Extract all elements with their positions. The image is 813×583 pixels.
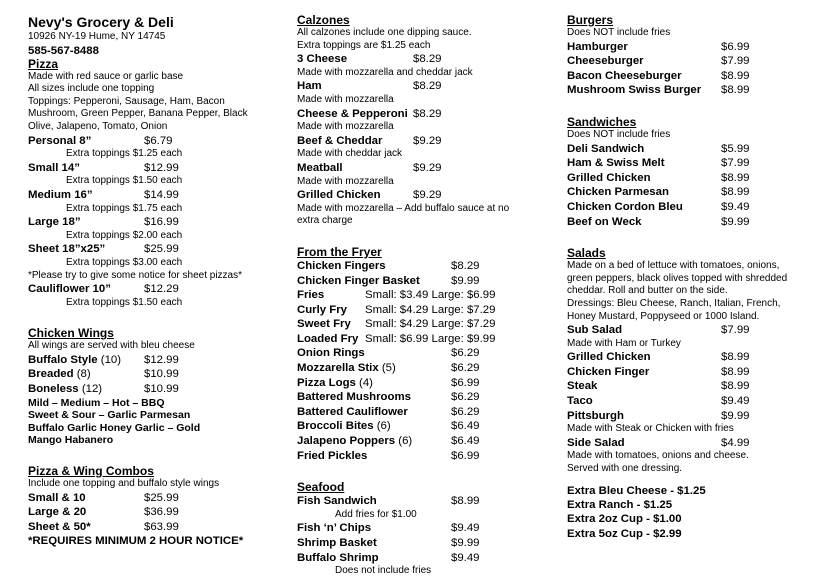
menu-item — [28, 188, 278, 215]
item-note: Extra toppings $2.00 each — [66, 229, 183, 241]
item-note: Extra toppings $1.50 each — [66, 175, 183, 187]
combo-requirement: *REQUIRES MINIMUM 2 HOUR NOTICE* — [28, 535, 244, 548]
store-phone: 585-567-8488 — [28, 44, 99, 57]
item-name: Chicken Parmesan — [567, 186, 669, 199]
item-name: Sheet & 50* — [28, 520, 91, 533]
item-name: Fried Pickles — [297, 449, 368, 462]
item-name: Fries — [297, 289, 325, 302]
item-name: Cheeseburger — [567, 55, 644, 68]
item-price: $8.99 — [721, 171, 750, 184]
item-price: $9.99 — [721, 409, 750, 422]
item-price: $9.99 — [451, 537, 480, 549]
wing-sauces: Buffalo Garlic Honey Garlic – Gold — [28, 421, 201, 434]
calzones-note: Extra toppings are $1.25 each — [297, 39, 431, 51]
item-price: $16.99 — [144, 216, 179, 229]
item-detail: Small: $6.99 Large: $9.99 — [365, 332, 496, 345]
item-price: $6.49 — [451, 420, 480, 433]
item-price: $12.29 — [144, 283, 179, 296]
item-price: $9.49 — [451, 522, 480, 535]
menu-item — [28, 161, 278, 188]
item-note: Made with Ham or Turkey — [567, 337, 681, 349]
item-name: Grilled Chicken — [567, 351, 651, 364]
item-name: Pizza Logs — [297, 376, 356, 389]
pizza-note: Made with red sauce or garlic base — [28, 70, 184, 82]
item-note: Extra toppings $3.00 each — [66, 256, 183, 268]
combos-heading: Pizza & Wing Combos — [28, 464, 154, 479]
item-price: $6.49 — [451, 435, 480, 448]
item-name: Buffalo Style — [28, 353, 98, 366]
item-name: Personal 8” — [28, 134, 92, 147]
pizza-heading: Pizza — [28, 56, 59, 71]
burgers-note: Does NOT include fries — [567, 27, 671, 38]
item-price: $25.99 — [144, 491, 179, 504]
item-qty: (10) — [100, 353, 122, 366]
menu-item — [28, 242, 278, 269]
item-name: Cauliflower 10” — [28, 283, 111, 296]
item-name: Jalapeno Poppers — [297, 435, 396, 448]
salads-dressings: Dressings: Bleu Cheese, Ranch, Italian, French, Honey Mustard, Poppyseed or 1000 Island. — [567, 297, 781, 322]
item-name: Bacon Cheeseburger — [567, 69, 682, 82]
item-note: Extra toppings $1.75 each — [66, 202, 183, 214]
pizza-note: All sizes include one topping — [28, 83, 155, 95]
item-price: $8.99 — [721, 351, 750, 364]
item-name: Grilled Chicken — [297, 189, 381, 202]
item-price: $6.29 — [451, 391, 480, 404]
seafood-heading: Seafood — [297, 480, 345, 495]
calzones-heading: Calzones — [297, 13, 350, 27]
item-note: Made with mozzarella – Add buffalo sauce at no extra charge — [297, 202, 510, 227]
wings-heading: Chicken Wings — [28, 326, 114, 341]
item-price: $25.99 — [144, 243, 179, 256]
item-name: Meatball — [297, 161, 343, 174]
item-name: Beef on Weck — [567, 215, 642, 228]
item-price: $6.99 — [721, 40, 750, 53]
item-name: Large 18” — [28, 216, 81, 229]
item-name: 3 Cheese — [297, 53, 348, 66]
item-note: Extra toppings $1.50 each — [66, 296, 183, 308]
extra-item: Extra Ranch - $1.25 — [567, 499, 673, 512]
item-name: Chicken Fingers — [297, 259, 386, 272]
item-name: Sub Salad — [567, 324, 623, 337]
item-price: $6.99 — [451, 376, 480, 389]
item-price: $7.99 — [721, 324, 750, 337]
item-price: $14.99 — [144, 188, 179, 201]
item-price: $6.99 — [451, 449, 480, 462]
wing-sauces: Mild – Medium – Hot – BBQ — [28, 396, 165, 409]
item-name: Broccoli Bites — [297, 420, 374, 433]
item-price: $9.99 — [721, 215, 750, 228]
item-qty: (12) — [81, 383, 103, 396]
item-price: $8.99 — [721, 380, 750, 393]
item-price: $9.99 — [451, 274, 480, 287]
menu-item — [28, 282, 278, 309]
wings-note: All wings are served with bleu cheese — [28, 340, 195, 352]
burgers-heading: Burgers — [567, 13, 614, 27]
sandwiches-note: Does NOT include fries — [567, 128, 671, 140]
item-name: Mozzarella Stix — [297, 362, 379, 375]
column-left — [28, 14, 278, 549]
item-price: $10.99 — [144, 368, 179, 381]
item-name: Battered Cauliflower — [297, 405, 408, 418]
item-detail: Small: $3.49 Large: $6.99 — [365, 289, 496, 302]
item-name: Grilled Chicken — [567, 171, 651, 184]
item-price: $9.49 — [451, 551, 480, 564]
item-name: Steak — [567, 380, 598, 393]
extra-item: Extra 2oz Cup - $1.00 — [567, 513, 682, 526]
item-price: $6.29 — [451, 405, 480, 418]
item-name: Ham — [297, 80, 322, 93]
extra-item: Extra 5oz Cup - $2.99 — [567, 527, 682, 540]
item-name: Chicken Cordon Bleu — [567, 200, 683, 213]
item-qty: (4) — [359, 376, 373, 389]
item-detail: Small: $4.29 Large: $7.29 — [365, 318, 496, 331]
item-name: Chicken Finger Basket — [297, 274, 420, 287]
extra-item: Extra Bleu Cheese - $1.25 — [567, 484, 706, 497]
calzones-note: All calzones include one dipping sauce. — [297, 27, 472, 38]
item-price: $8.99 — [721, 186, 750, 199]
item-name: Mushroom Swiss Burger — [567, 84, 702, 97]
item-name: Chicken Finger — [567, 365, 650, 378]
combos-note: Include one topping and buffalo style wings — [28, 478, 220, 490]
salads-desc: Made on a bed of lettuce with tomatoes, onions, green peppers, black olives topped with shredded cheddar. Roll and butter on the side. — [567, 260, 788, 297]
item-name: Fish ‘n’ Chips — [297, 522, 372, 535]
item-price: $9.29 — [413, 161, 442, 174]
item-price: $6.79 — [144, 134, 173, 147]
menu-item — [28, 215, 278, 242]
item-price: $9.49 — [721, 395, 750, 408]
item-name: Small 14” — [28, 161, 80, 174]
item-note: Made with Steak or Chicken with fries — [567, 423, 734, 435]
item-note: Made with mozzarella and cheddar jack — [297, 66, 473, 78]
item-note: Made with cheddar jack — [297, 148, 403, 160]
item-name: Loaded Fry — [297, 332, 359, 345]
item-note: Served with one dressing. — [567, 463, 683, 475]
item-price: $10.99 — [144, 383, 179, 396]
item-name: Sheet 18”x25” — [28, 243, 106, 256]
pizza-toppings: Toppings: Pepperoni, Sausage, Ham, Bacon Mushroom, Green Pepper, Banana Pepper, Black Olive, Jalapeno, Tomato, Onion — [28, 95, 248, 132]
item-price: $36.99 — [144, 506, 179, 519]
item-price: $8.29 — [451, 259, 480, 272]
pizza-list — [28, 134, 278, 310]
column-middle — [297, 14, 547, 578]
item-name: Medium 16” — [28, 188, 93, 201]
item-name: Buffalo Shrimp — [297, 551, 379, 564]
item-price: $8.29 — [413, 80, 442, 93]
item-price: $9.29 — [413, 134, 442, 147]
item-price: $8.29 — [413, 107, 442, 120]
item-price: $4.99 — [721, 436, 750, 449]
item-name: Taco — [567, 395, 593, 408]
item-name: Shrimp Basket — [297, 537, 377, 549]
item-detail: Small: $4.29 Large: $7.29 — [365, 303, 496, 316]
item-name: Boneless — [28, 383, 79, 396]
item-name: Large & 20 — [28, 506, 87, 519]
menu-item — [28, 134, 278, 161]
seafood-note: Does not include fries — [335, 565, 432, 577]
item-price: $12.99 — [144, 353, 179, 366]
sheet-pizza-note: *Please try to give some notice for sheet pizzas* — [28, 269, 242, 281]
item-price: $9.29 — [413, 189, 442, 202]
item-note: Made with mozzarella — [297, 175, 394, 187]
item-qty: (6) — [398, 435, 413, 448]
wing-sauces: Sweet & Sour – Garlic Parmesan — [28, 409, 191, 422]
item-note: Add fries for $1.00 — [335, 508, 417, 520]
column-right — [567, 14, 802, 541]
item-qty: (6) — [376, 420, 391, 433]
item-price: $7.99 — [721, 55, 750, 68]
item-name: Small & 10 — [28, 491, 86, 504]
sandwiches-heading: Sandwiches — [567, 114, 637, 129]
salads-heading: Salads — [567, 246, 606, 261]
item-price: $8.29 — [413, 53, 442, 66]
item-qty: (5) — [381, 362, 396, 375]
item-name: Fish Sandwich — [297, 495, 377, 508]
wing-sauces: Mango Habanero — [28, 434, 114, 447]
item-name: Breaded — [28, 368, 74, 381]
item-price: $6.29 — [451, 347, 480, 360]
item-price: $6.29 — [451, 362, 480, 375]
item-name: Side Salad — [567, 436, 625, 449]
item-note: Made with mozzarella — [297, 121, 394, 133]
item-name: Ham & Swiss Melt — [567, 157, 665, 170]
item-price: $8.99 — [721, 365, 750, 378]
item-note: Made with mozzarella — [297, 93, 394, 105]
item-name: Curly Fry — [297, 303, 348, 316]
item-name: Sweet Fry — [297, 318, 351, 331]
item-price: $9.49 — [721, 200, 750, 213]
item-price: $5.99 — [721, 142, 750, 155]
item-note: Made with tomatoes, onions and cheese. — [567, 450, 749, 462]
item-price: $8.99 — [451, 495, 480, 508]
item-name: Pittsburgh — [567, 409, 624, 422]
item-name: Hamburger — [567, 40, 628, 53]
item-name: Onion Rings — [297, 347, 365, 360]
item-price: $63.99 — [144, 520, 179, 533]
item-price: $8.99 — [721, 69, 750, 82]
item-price: $7.99 — [721, 157, 750, 170]
fryer-heading: From the Fryer — [297, 244, 382, 259]
item-name: Beef & Cheddar — [297, 134, 383, 147]
item-name: Cheese & Pepperoni — [297, 107, 408, 120]
item-qty: (8) — [76, 368, 91, 381]
store-name: Nevy's Grocery & Deli — [28, 14, 174, 30]
item-price: $12.99 — [144, 161, 179, 174]
item-price: $8.99 — [721, 84, 750, 97]
item-note: Extra toppings $1.25 each — [66, 148, 183, 160]
item-name: Deli Sandwich — [567, 142, 645, 155]
store-address: 10926 NY-19 Hume, NY 14745 — [28, 31, 166, 42]
item-name: Battered Mushrooms — [297, 391, 411, 404]
